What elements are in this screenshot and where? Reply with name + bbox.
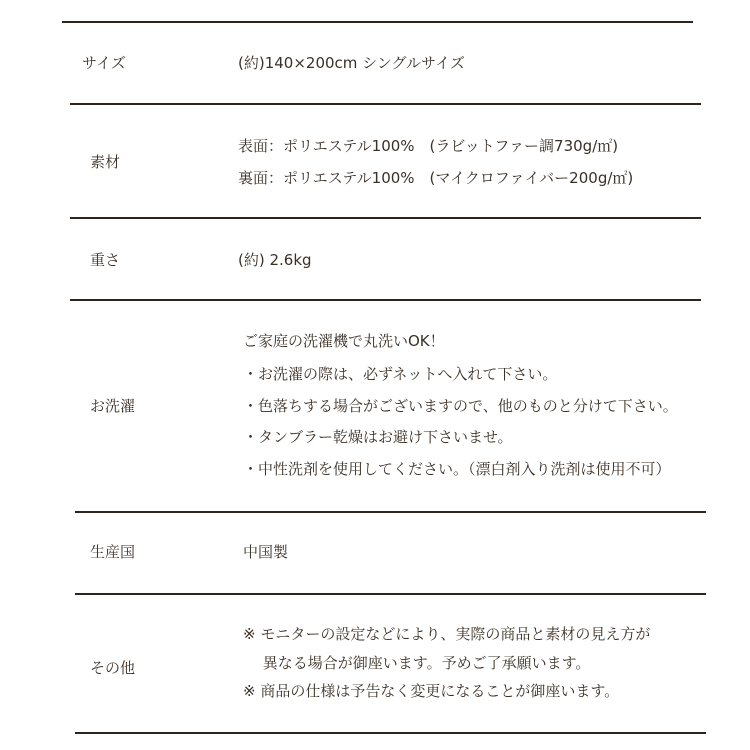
- value-washing-line: ご家庭の洗濯機で丸洗いOK！: [243, 332, 445, 350]
- value-weight: (約) 2.6kg: [238, 251, 312, 269]
- value-size: (約)140×200cm シングルサイズ: [238, 54, 465, 72]
- divider: [75, 511, 706, 513]
- value-washing-line: ・色落ちする場合がございますので、他のものと分けて下さい。: [243, 397, 678, 415]
- divider: [75, 593, 706, 595]
- label-other: その他: [90, 659, 136, 677]
- value-other-line: ※ 商品の仕様は予告なく変更になることが御座います。: [243, 682, 620, 700]
- label-washing: お洗濯: [90, 397, 136, 415]
- value-origin: 中国製: [243, 543, 289, 561]
- value-washing-line: ・お洗濯の際は、必ずネットへ入れて下さい。: [243, 365, 558, 383]
- divider: [70, 103, 701, 105]
- divider: [62, 21, 693, 23]
- value-other-line: 異なる場合が御座います。予めご了承願います。: [243, 654, 591, 672]
- value-washing-line: ・タンブラー乾燥はお避け下さいませ。: [243, 428, 513, 446]
- value-material-front: 表面：ポリエステル100% (ラビットファー調730g/㎡): [238, 137, 619, 155]
- value-material-back: 裏面：ポリエステル100% (マイクロファイバー200g/㎡): [238, 169, 634, 187]
- label-origin: 生産国: [90, 543, 136, 561]
- divider: [70, 299, 701, 301]
- value-washing-line: ・中性洗剤を使用してください。（漂白剤入り洗剤は使用不可）: [243, 460, 671, 478]
- label-size: サイズ: [82, 54, 126, 72]
- label-weight: 重さ: [90, 251, 121, 269]
- divider: [70, 217, 701, 219]
- label-material: 素材: [90, 153, 121, 171]
- divider: [75, 732, 706, 734]
- value-other-line: ※ モニターの設定などにより、実際の商品と素材の見え方が: [243, 625, 651, 643]
